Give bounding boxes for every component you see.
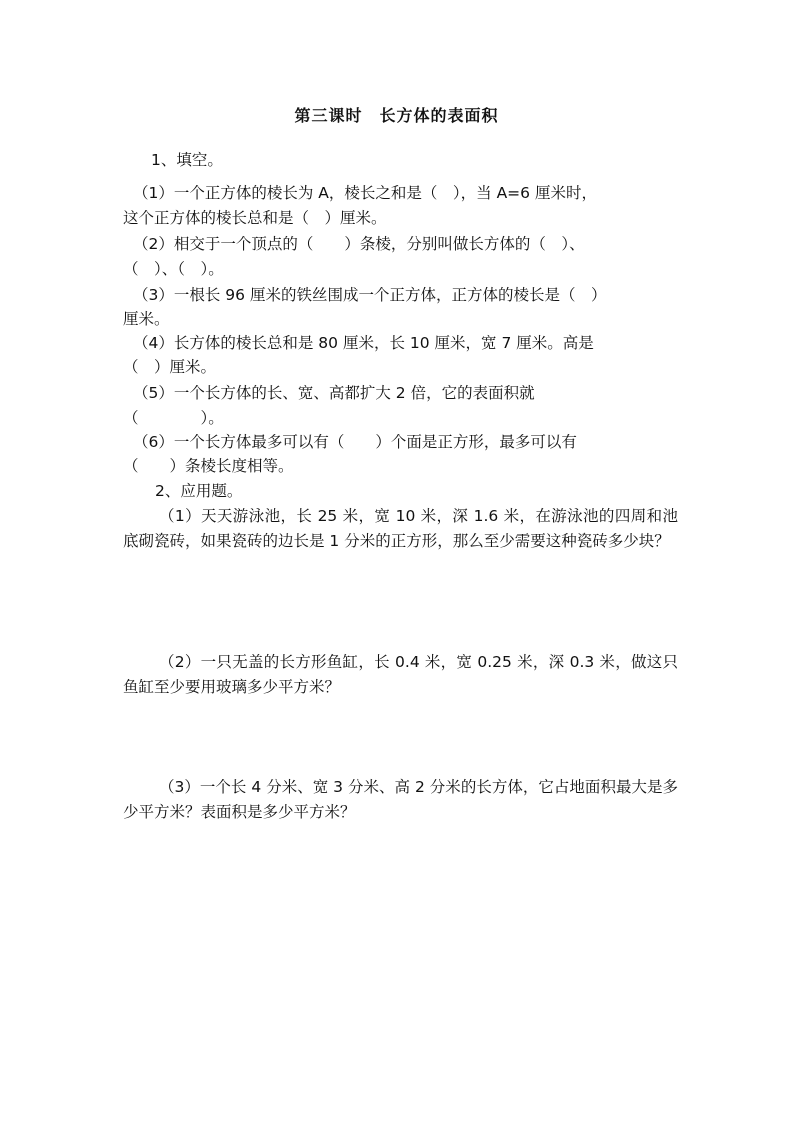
section-1-heading: 1、填空。 bbox=[151, 151, 223, 169]
q1-line-1: （1）一个正方体的棱长为 A，棱长之和是（ ），当 A=6 厘米时， bbox=[133, 184, 597, 202]
problem-2: （2）一只无盖的长方形鱼缸，长 0.4 米，宽 0.25 米，深 0.3 米，做这只鱼缸至少要用玻璃多少平方米？ bbox=[123, 653, 678, 696]
q2-line-2: （ ）、（ ）。 bbox=[123, 260, 224, 278]
section-2-heading: 2、应用题。 bbox=[155, 482, 243, 500]
problem-1: （1）天天游泳池，长 25 米，宽 10 米，深 1.6 米，在游泳池的四周和池底砌瓷砖，如果瓷砖的边长是 1 分米的正方形，那么至少需要这种瓷砖多少块？ bbox=[123, 507, 678, 550]
q6-line-2: （ ）条棱长度相等。 bbox=[123, 457, 294, 475]
page-title: 第三课时 长方体的表面积 bbox=[294, 106, 499, 125]
q1-line-2: 这个正方体的棱长总和是（ ）厘米。 bbox=[123, 209, 387, 227]
q5-line-2: （ ）。 bbox=[123, 409, 224, 427]
q4-line-1: （4）长方体的棱长总和是 80 厘米，长 10 厘米，宽 7 厘米。高是 bbox=[133, 334, 594, 352]
q3-line-2: 厘米。 bbox=[123, 310, 170, 328]
problem-3: （3）一个长 4 分米、宽 3 分米、高 2 分米的长方体，它占地面积最大是多少平方米？表面积是多少平方米？ bbox=[123, 778, 678, 821]
q2-line-1: （2）相交于一个顶点的（ ）条棱，分别叫做长方体的（ ）、 bbox=[133, 235, 585, 253]
q3-line-1: （3）一根长 96 厘米的铁丝围成一个正方体，正方体的棱长是（ ） bbox=[133, 286, 607, 304]
q4-line-2: （ ）厘米。 bbox=[123, 358, 217, 376]
q5-line-1: （5）一个长方体的长、宽、高都扩大 2 倍，它的表面积就 bbox=[133, 384, 535, 402]
q6-line-1: （6）一个长方体最多可以有（ ）个面是正方形，最多可以有 bbox=[133, 433, 577, 451]
